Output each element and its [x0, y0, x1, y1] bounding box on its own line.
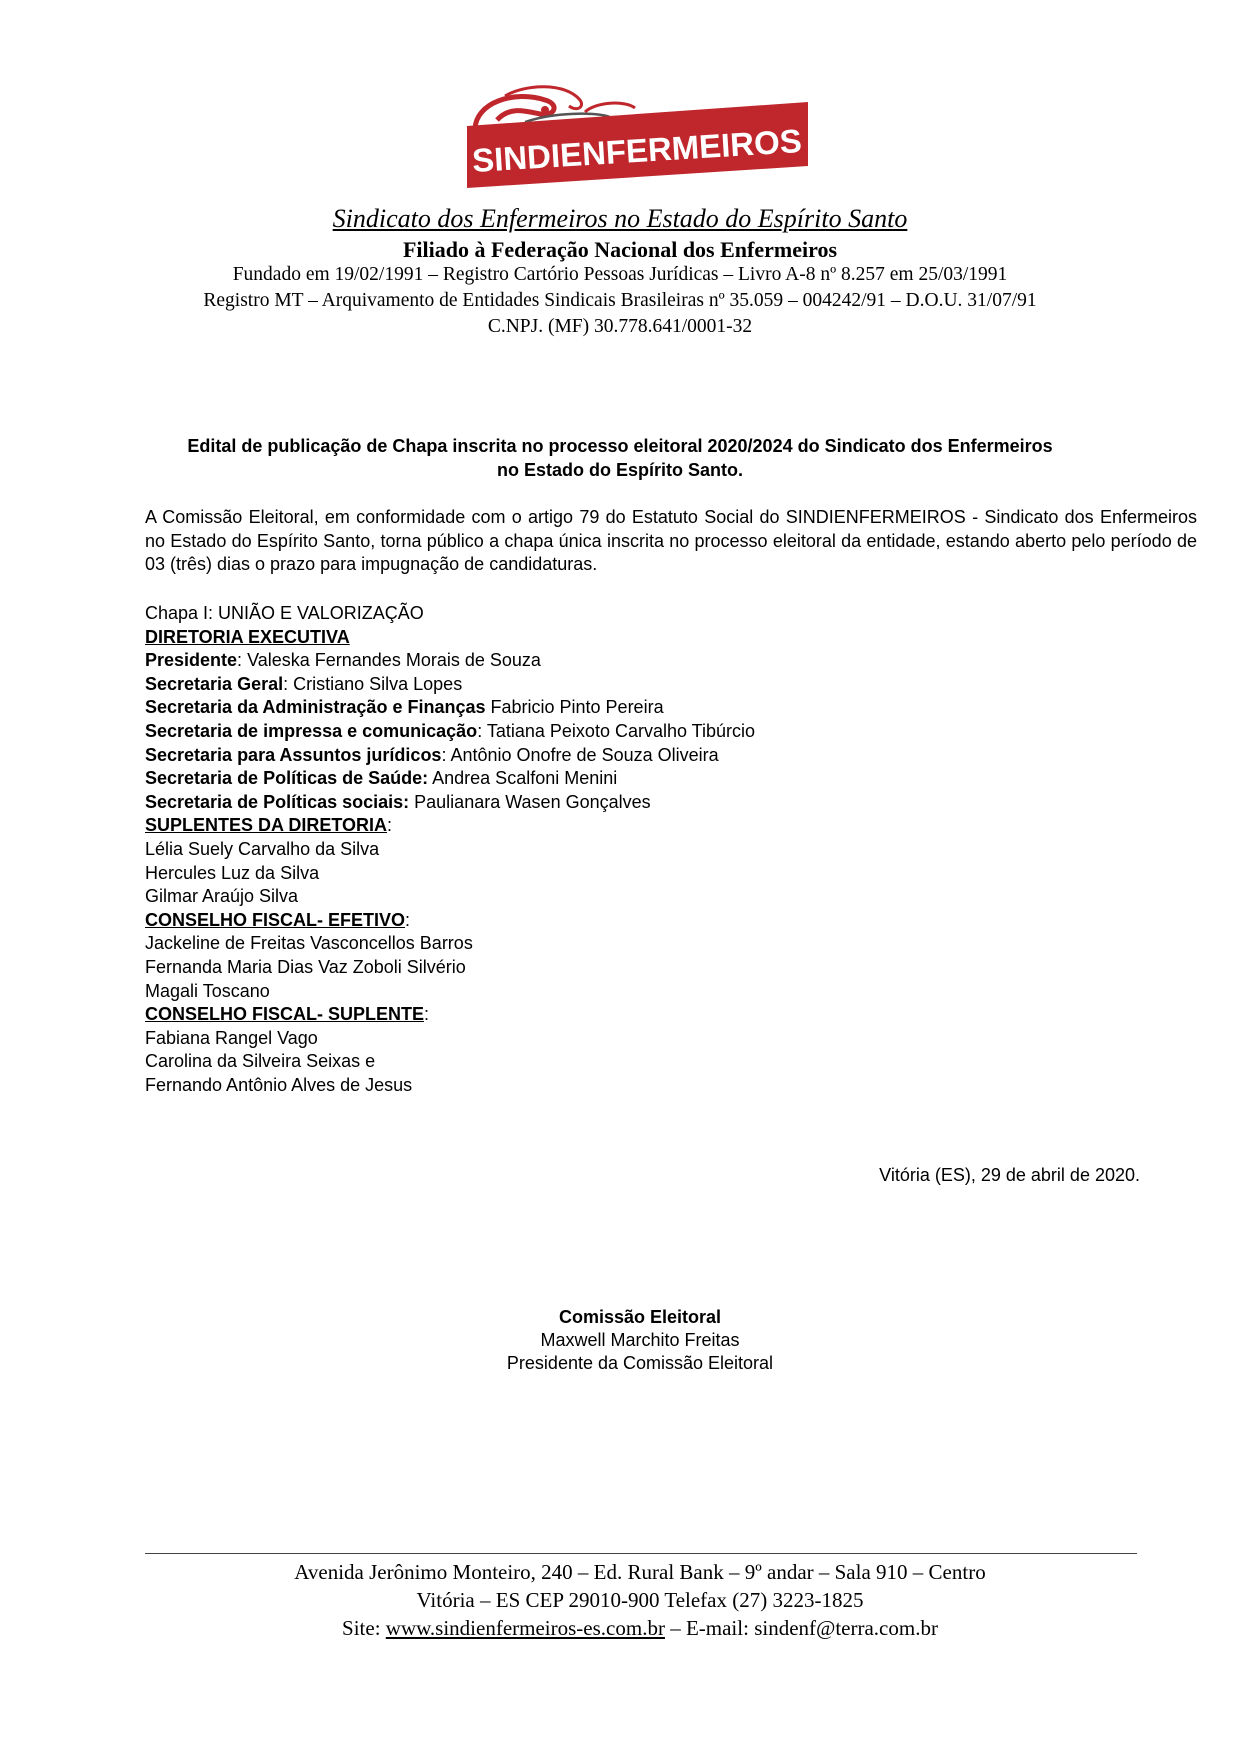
- member-name: Jackeline de Freitas Vasconcellos Barros: [145, 933, 473, 954]
- executive-member: [145, 767, 755, 791]
- executive-member: Secretaria Geral: Cristiano Silva Lopes: [145, 673, 463, 694]
- site-link[interactable]: www.sindienfermeiros-es.com.br: [385, 1616, 665, 1640]
- logo: [465, 82, 810, 192]
- registration-line-2: Registro MT – Arquivamento de Entidades Sindicais Brasileiras nº 35.059 – 004242/91 – D.O.U. 31/07/91: [203, 290, 1037, 311]
- footer-contact: [0, 1614, 1240, 1642]
- executive-member: [145, 696, 755, 720]
- signature-title: Presidente da Comissão Eleitoral: [506, 1353, 774, 1373]
- site-label: Site:: [342, 1616, 381, 1640]
- person: Antônio Onofre de Souza Oliveira: [450, 744, 719, 765]
- board-alternates-heading: SUPLENTES DA DIRETORIA: [145, 815, 388, 836]
- footer-city-line: Vitória – ES CEP 29010-900 Telefax (27) 3223-1825: [416, 1588, 864, 1612]
- affiliation: Filiado à Federação Nacional dos Enfermeiros: [402, 237, 838, 262]
- member-name: Fernanda Maria Dias Vaz Zoboli Silvério: [145, 956, 466, 977]
- slate: Chapa I: UNIÃO E VALORIZAÇÃO DIRETORIA EXECUTIVA Presidente: Valeska Fernandes Morais de Souza Secretaria Geral: Cristiano Silva Lopes Secretaria da Administração e Finanças Fabricio Pinto Pereira Secretaria de impressa e comunicação: Tatiana Peixoto Carvalho Tibúrcio Secretaria para Assuntos jurídicos: Antônio Onofre de Souza Oliveira Secretaria de Políticas de Saúde: Andrea Scalfoni Menini Secretaria de Políticas sociais: Paulianara Wasen Gonçalves SUPLENTES DA DIRETORIA: Lélia Suely Carvalho da Silva Hercules Luz da Silva Gilmar Araújo Silva CONSELHO FISCAL- EFETIVO: Jackeline de Freitas Vasconcellos Barros Fernanda Maria Dias Vaz Zoboli Silvério Magali Toscano CONSELHO FISCAL- SUPLENTE: Fabiana Rangel Vago Carolina da Silveira Seixas e Fernando Antônio Alves de Jesus: [145, 602, 755, 1097]
- executive-member: Secretaria para Assuntos jurídicos: Antônio Onofre de Souza Oliveira: [145, 744, 719, 765]
- slate-name: Chapa I: UNIÃO E VALORIZAÇÃO: [145, 603, 424, 623]
- org-name: Sindicato dos Enfermeiros no Estado do Espírito Santo: [332, 204, 908, 233]
- role: Secretaria de Políticas de Saúde:: [145, 768, 429, 789]
- fiscal-effective-heading: CONSELHO FISCAL- EFETIVO: [145, 909, 406, 930]
- footer-address: Avenida Jerônimo Monteiro, 240 – Ed. Rural Bank – 9º andar – Sala 910 – Centro: [294, 1560, 986, 1584]
- role: Secretaria da Administração e Finanças: [145, 697, 486, 718]
- person: Andrea Scalfoni Menini: [432, 768, 618, 789]
- member-name: Gilmar Araújo Silva: [145, 886, 299, 907]
- person: Cristiano Silva Lopes: [293, 673, 463, 694]
- member-name: Fabiana Rangel Vago: [145, 1027, 318, 1048]
- footer: [0, 1558, 1240, 1642]
- email-address[interactable]: sindenf@terra.com.br: [754, 1616, 938, 1640]
- executive-member: [145, 791, 755, 815]
- person: Valeska Fernandes Morais de Souza: [247, 650, 541, 671]
- notice-title: Edital de publicação de Chapa inscrita no processo eleitoral 2020/2024 do Sindicato dos Enfermeiros: [187, 436, 1053, 456]
- member-name: Magali Toscano: [145, 980, 270, 1001]
- logo-text: SINDIENFERMEIROS: [471, 121, 803, 180]
- signature-block: [0, 1306, 1240, 1375]
- executive-member: Presidente: Valeska Fernandes Morais de Souza: [145, 650, 541, 671]
- role: Secretaria de Políticas sociais:: [145, 791, 410, 812]
- cnpj-line: C.NPJ. (MF) 30.778.641/0001-32: [487, 316, 753, 337]
- person: Tatiana Peixoto Carvalho Tibúrcio: [486, 720, 756, 741]
- registration-line-1: Fundado em 19/02/1991 – Registro Cartório Pessoas Jurídicas – Livro A-8 nº 8.257 em 25/03/1991: [232, 264, 1008, 285]
- notice-title-line-2: no Estado do Espírito Santo.: [496, 460, 743, 480]
- person: Fabricio Pinto Pereira: [490, 697, 664, 718]
- signature-body: Comissão Eleitoral: [558, 1307, 722, 1327]
- email-label: – E-mail:: [670, 1616, 749, 1640]
- member-name: Carolina da Silveira Seixas e: [145, 1051, 376, 1072]
- fiscal-alternate-heading: CONSELHO FISCAL- SUPLENTE: [145, 1004, 425, 1025]
- role: Presidente: [145, 650, 238, 671]
- signature-name: Maxwell Marchito Freitas: [540, 1330, 740, 1350]
- role: Secretaria de impressa e comunicação: [145, 720, 478, 741]
- logo-graphic: [465, 82, 810, 192]
- date-line: Vitória (ES), 29 de abril de 2020.: [879, 1165, 1140, 1185]
- member-name: Lélia Suely Carvalho da Silva: [145, 838, 380, 859]
- role: Secretaria para Assuntos jurídicos: [145, 744, 442, 765]
- member-name: Fernando Antônio Alves de Jesus: [145, 1074, 413, 1095]
- executive-member: Secretaria de impressa e comunicação: Tatiana Peixoto Carvalho Tibúrcio: [145, 720, 756, 741]
- role: Secretaria Geral: [145, 673, 284, 694]
- executive-heading: DIRETORIA EXECUTIVA: [145, 626, 350, 647]
- person: Paulianara Wasen Gonçalves: [414, 791, 651, 812]
- member-name: Hercules Luz da Silva: [145, 862, 320, 883]
- notice-intro: A Comissão Eleitoral, em conformidade com o artigo 79 do Estatuto Social do SINDIENFERMEIROS - Sindicato dos Enfermeiros no Estado do Espírito Santo, torna público a chapa única inscrita no processo eleitoral da entidade, estando aberto pelo período de 03 (três) dias o prazo para impugnação de candidaturas.: [145, 507, 1197, 574]
- footer-divider: [145, 1553, 1137, 1554]
